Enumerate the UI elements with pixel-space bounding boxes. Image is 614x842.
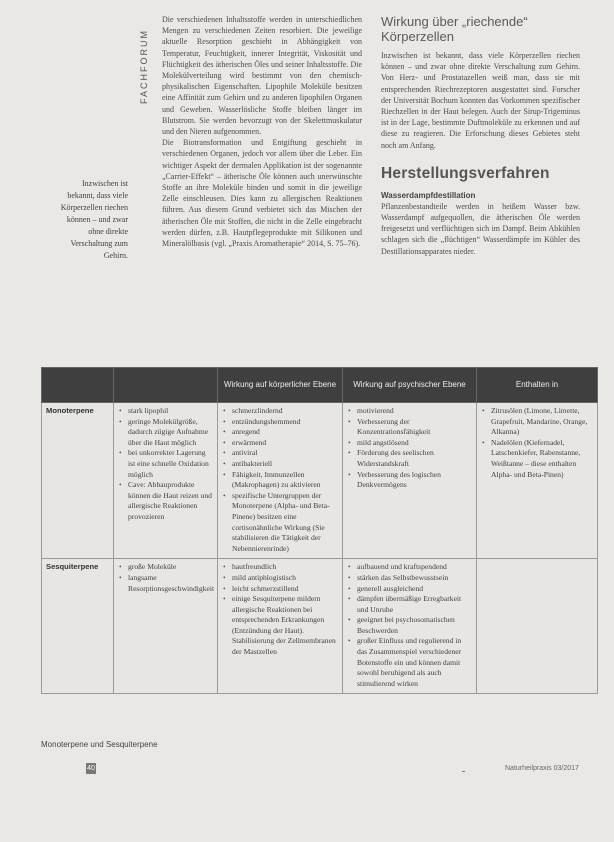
left-column [162,14,362,249]
list-item: • einige Sesquiterpene mildern allergische Reaktionen bei entsprechenden Erkrankungen (Entzündung der Haut). Stabilisierung der Zellmembranen der Mastzellen [232,594,338,658]
table-cell [343,559,477,694]
list-item: • motivierend [357,406,472,417]
list-item: • antiviral [232,448,338,459]
right-column [381,14,580,257]
table-cell [477,403,598,559]
bullet-list [481,406,593,480]
table-cell [477,559,598,694]
list-item: • generell ausgleichend [357,584,472,595]
list-item: • Verbesserung des logischen Denkvermögens [357,470,472,491]
paragraph: Die verschiedenen Inhaltsstoffe werden in unterschiedlichen Mengen zu verschiedenen Zeiten resorbiert. Die jeweilige aktuelle Resorption geschieht in Abhängigkeit von Temperatur, Feuchtigkeit, innerer Integrität, Viskosität und Flüchtigkeit des ätherischen Öles und seiner Inhaltsstoffe. Die Molekülverteilung wird bestimmt von den chemisch-physikalischen Eigenschaften. Lipophile Moleküle besitzen eine Affinität zum Gehirn und zu anderen lipophilen Organen und Geweben. Wasserlösliche Stoffe bleiben länger im Blutstrom. Sie werden bevorzugt von der Skelettmuskulatur und den Nieren aufgenommen. [162,15,362,137]
list-item: • große Moleküle [128,562,213,573]
row-header: Monoterpene [42,403,114,559]
list-item: • großer Einfluss und regulierend in das Zusammenspiel verschiedener Botenstoffe ein und können damit sowohl beruhigend als auch stimulierend wirken [357,636,472,689]
list-item: • spezifische Untergruppen der Monoterpene (Alpha- und Beta-Pinene) besitzen eine cortisonähnliche Wirkung (Sie stabilisieren die Tätigkeit der Nebennierenrinde) [232,491,338,555]
column-header [42,368,114,403]
footer-divider [462,771,465,772]
column-header: Enthalten in [477,368,598,403]
column-header: Wirkung auf psychischer Ebene [343,368,477,403]
list-item: • Verbesserung der Konzentrationsfähigkeit [357,417,472,438]
paragraph: Die Biotransformation und Entgiftung geschieht in verschiedenen Organen, jedoch vor allem über die Leber. Ein wichtiger Aspekt der dermalen Applikation ist der sogenannte „Carrier-Effekt“ – ätherische Öle können auch unerwünschte Stoffe an ihre Moleküle binden und somit in die jeweilige Zelle einschleusen. Dies kann zu allergischen Reaktionen führen. Aus diesem Grund verbietet sich das Mischen der ätherischen Öle mit Stoffen, die nicht in die Zelle eingebracht werden dürfen, z.B. Hautpflegeprodukte mit Silikonen und Mineralölbasis (vgl. „Praxis Aromatherapie“ 2014, S. 75–76). [162,138,362,249]
list-item: • entzündungshemmend [232,417,338,428]
list-item: • dämpfen übermäßige Erregbarkeit und Unruhe [357,594,472,615]
list-item: • anregend [232,427,338,438]
bullet-list [118,406,213,523]
list-item: • Zitrusölen (Limone, Limette, Grapefruit, Mandarine, Orange, Alkanna) [491,406,593,438]
table-cell [114,559,218,694]
section-tab: FACHFORUM [139,29,149,104]
list-item: • Fähigkeit, Immunzellen (Makrophagen) zu aktivieren [232,470,338,491]
list-item: • schmerzlindernd [232,406,338,417]
list-item: • leicht schmerzstillend [232,584,338,595]
list-item: • Nadelölen (Kiefernadel, Latschenkiefer, Rabenstanne, Weißtanne – diese enthalten Alpha- und Beta-Pinen) [491,438,593,480]
margin-note: Inzwischen ist bekannt, dass viele Körperzellen riechen können – und zwar ohne direkte Verschaltung zum Gehirn. [60,179,128,260]
bullet-list [347,562,472,689]
list-item: • Förderung des seelischen Widerstandskraft [357,448,472,469]
list-item: • antibakteriell [232,459,338,470]
terpene-table [41,367,597,694]
table-cell [343,403,477,559]
list-item: • geringe Molekülgröße, dadurch zügige Aufnahme über die Haut möglich [128,417,213,449]
list-item: • hautfreundlich [232,562,338,573]
bullet-list [222,562,338,657]
table-cell [114,403,218,559]
column-header [114,368,218,403]
list-item: • geeignet bei psychosomatischen Beschwerden [357,615,472,636]
list-item: • aufbauend und kraftspendend [357,562,472,573]
section-heading: Wirkung über „riechende“ Körperzellen [381,14,528,44]
data-table [41,367,598,694]
table-cell [218,559,343,694]
list-item: • mild angstlösend [357,438,472,449]
list-item: • mild antiphlogistisch [232,573,338,584]
list-item: • Cave: Abbauprodukte können die Haut reizen und allergische Reaktionen provozieren [128,480,213,522]
list-item: • bei unkorrekter Lagerung ist eine schnelle Oxidation möglich [128,448,213,480]
row-header: Sesquiterpene [42,559,114,694]
table-row [42,403,598,559]
bullet-list [222,406,338,554]
paragraph: Pflanzenbestandteile werden in heißem Wasser bzw. Wasserdampf aufgequollen, die ätherischen Öle werden freigesetzt und verflüchtigen sich im Dampf. Beim Abkühlen schlagen sich die „flüchtigen“ Wasserdämpfe im Kühler des Destillationsapparates nieder. [381,201,580,256]
table-header-row [42,368,598,403]
list-item: • stärken das Selbstbewusstsein [357,573,472,584]
bullet-list [347,406,472,491]
list-item: • stark lipophil [128,406,213,417]
subheading: Wasserdampfdestillation [381,190,476,200]
paragraph: Inzwischen ist bekannt, dass viele Körperzellen riechen können – und zwar ohne direkte Verschaltung zum Gehirn. Von Herz- und Prostatazellen weiß man, dass sie mit entsprechenden Riechrezeptoren ausgestattet sind. Forscher der Universität Bochum konnten das Vorkommen spezifischer Riechzellen in der Haut belegen. Auch der Sirup-Trigeminus ist in der Lage, bestimmte Duftmoleküle zu erkennen und auf diese zu reagieren. Die Erforschung dieses Gebietes steht noch am Anfang. [381,51,580,150]
column-header: Wirkung auf körperlicher Ebene [218,368,343,403]
table-cell [218,403,343,559]
page-number: 40 [87,765,95,772]
section-heading: Herstellungsverfahren [381,164,550,182]
table-row [42,559,598,694]
list-item: • langsame Resorptionsgeschwindigkeit [128,573,213,594]
table-caption: Monoterpene und Sesquiterpene [41,740,158,749]
bullet-list [118,562,213,594]
footer-journal: Naturheilpraxis 03/2017 [505,765,579,772]
list-item: • erwärmend [232,438,338,449]
